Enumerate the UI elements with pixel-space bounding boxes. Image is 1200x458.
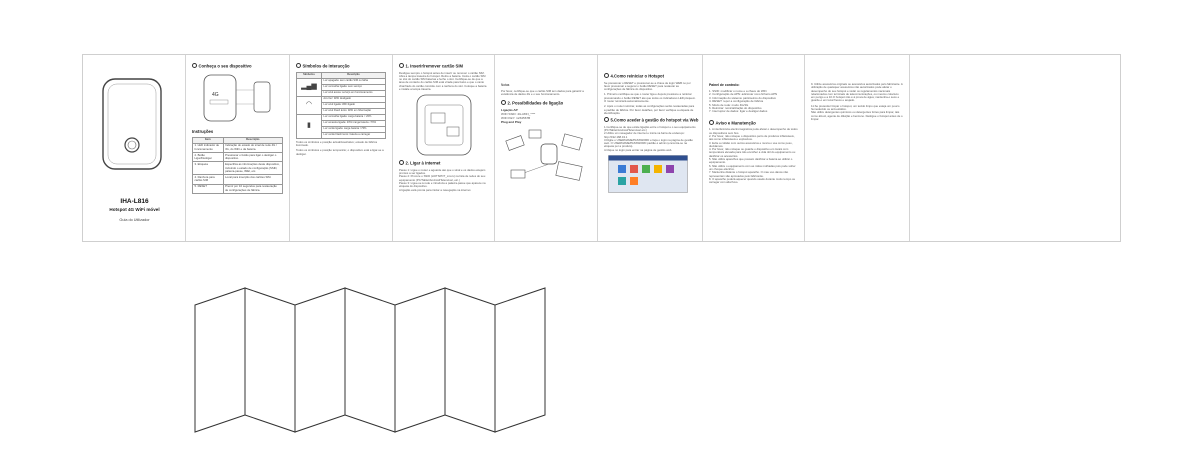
internet-title: 2. Ligar à internet [399, 160, 488, 166]
cell: Azul luz: WiFi desligado [321, 96, 385, 102]
cell: 2. Botão Ligar/Desligar [193, 152, 224, 161]
symbols-panel [290, 55, 393, 241]
cell: Luz azul ligada: WiFi ligado [321, 102, 385, 108]
symbols-note-1: Todos os símbolos e posição actualizavel/ativo; estado de fábrica iluminado. [296, 139, 378, 147]
instructions-table [192, 137, 283, 194]
cover-panel [83, 55, 186, 241]
internet-step-3: Passo 3: Ligue-se à rede e introduza a palavra-passe que aparece na etiqueta do dispositivo. [399, 180, 486, 189]
warning-item: 9. Utilize acessórios originais ou acessórios autorizados pelo fabricante. A utilização de quaisquer acessórios não autorizados pode afetar o desempenho do seu hotspot e violar os regulamentos nacionais relacionados com terminais de telecomunicações, ou mesmo colocá-lo em perigo e a 10.O hotspot não é à prova de água; mantenha-o seco e guarde-o em local fresco e arejado. [811, 82, 903, 103]
cover-subtitle: Hotspot 4G WiFi móvel [109, 207, 160, 212]
manual-sheet [82, 54, 1121, 242]
wifi-icon: ◠ [297, 96, 322, 114]
cell: Indicação do estado do sinal de rede 4G / 3G, do WiFi e da bateria. [223, 143, 282, 152]
web-step-3: 3.Digite o USERNAME/PASSWORD e faça o login na página de gestão web. O USERNAME/PASSWORD padrão é admin (encontra-se na etiqueta por a produto). [604, 137, 693, 149]
sim-text: Desligue sempre o hotspot antes de inserir ou remover o cartão SIM. Abra a tampa traseira do hotspot. Retire a bateria. Insira o cartão SIM no slot do cartão SIM baterias e feche o slot. Certifique-se de que a área de contacto do cartão SIM está virada para baixo e que o canto chanfrado do cartão coincide com a ranhura do slot. Coloque a bateria e instale a tampa traseira. [399, 70, 487, 91]
connection-diagram [501, 126, 591, 181]
internet-step-4: A ligação está pronta para iniciar a navegação na internet. [399, 187, 472, 192]
reset-title: 4.Como reiniciar o Hotspot [604, 73, 696, 79]
cell: 4. Ranhura para cartão SIM [193, 175, 224, 184]
warning-item: 11.Se pretender limpar o hotspot, um tecido limpo que esteja um pouco humedecido ou anti-estático. [811, 103, 900, 112]
plug-label: Plug and Play [501, 120, 522, 125]
instructions-title: Instruções [192, 128, 214, 134]
device-panel [186, 55, 290, 241]
hotspot-device-image [101, 77, 163, 173]
web-step-1: 1.Certifique-se de que existe ligação entre o hotspot e o seu equipamento (PC/Tablet/Android/Telemóvel etc.) [604, 124, 696, 132]
cell: Luz amarela ligada: 20%<carga bateria <70% [321, 120, 385, 126]
device-title: Conheça o seu dispositivo [192, 63, 283, 69]
symbols-note-2: Todos os símbolos e posição temporário; o dispositivo está a ligar-se a desligar. [296, 148, 384, 156]
header-symbols: Símbolos [297, 72, 322, 78]
bullet-icon [399, 63, 404, 68]
control-item: 5. Modo de rede: modo 4G/3G [709, 102, 749, 107]
warning-item: 4. Por favor, não coloque ou guarde o dispositivo em locais com temperatura elevada para não encolher a vida útil do equipamento ou danificar os acessórios. [709, 147, 796, 158]
connection-title: 2. Possibilidades de ligação [501, 100, 591, 106]
internet-step-2: Passo 2: Procure o SSID (HOTSPOT_xxxxx) na lista de redes do seu equipamento (PC/Tablet/Android/Telemóvel, etc.) [399, 174, 486, 182]
notes-title: Notas [501, 83, 510, 87]
cell: Luz azul Flash lento: WiFi em hibernação [321, 108, 385, 114]
cell: Local para inserção dos cartões SIM. [223, 175, 282, 184]
control-item: 6. Reiniciar: reinicialização do dispositivo [709, 106, 762, 111]
table-row [193, 184, 283, 193]
ssid-label: WIFI SSID: 4G-MIFI_**** [501, 112, 536, 117]
header-description: Descrição [223, 137, 282, 143]
cell: Luz apagada: sem cartão SIM ou falha [321, 78, 385, 84]
control-item: 3. Informação do sistema: parâmetros do dispositivo [709, 95, 776, 100]
table-row [193, 152, 283, 161]
control-item: 7. Interruptor de dados: ligar e desligar dados [709, 109, 768, 114]
warning-title: Aviso e Manutenção [709, 120, 798, 126]
symbols-table [296, 72, 386, 139]
cell: Luz verde ligada: carga bateria >70% [321, 126, 385, 132]
reset-text-3: 2. Após o router reiniciar, todas as configurações serão restauradas para a padrão de fábrica. Por favor detalhes, por favor verifique a etiqueta de identificação. [604, 104, 695, 115]
reset-text-2: 1. Primeiro certifique-se que o router liga e depois pressione a reiniciar pressionando o botão RESET até que todos os indicadores LED pisquem. O router reiniciará automaticamente. [604, 92, 696, 103]
warning-item: 1. A interferência electromagnética pode afetar o desempenho de todos os dispositivos sem fios. [709, 127, 798, 135]
guide-label: Guia do Utilizador [119, 218, 150, 222]
cell: Premir por 10 segundos para restauração de configurações de fábrica. [223, 184, 282, 193]
symbols-title: Símbolos de interacção [296, 63, 386, 69]
network-signal-icon: ▂▄▆ [297, 78, 322, 96]
control-item: 4. RESET: repor a configuração de fábrica [709, 99, 764, 104]
warning-item: Não utilize detergentes químicos ou detergentes fortes para limpar, tais como álcool, agente de diluição e benzeno. Desligue o hotspot antes de o limpar. [811, 110, 903, 121]
bullet-icon [709, 120, 714, 125]
cell: Luz vermelha ligada: carga bateria < 20% [321, 114, 385, 120]
header-item: Item [193, 137, 224, 143]
cell: 5. RESET [193, 184, 224, 193]
blank-panel [910, 55, 1120, 241]
web-title: 5.Como aceder à gestão do hotspot via Web [604, 117, 696, 123]
header-description: Descrição [321, 72, 385, 78]
table-row [193, 162, 283, 175]
reset-panel [598, 55, 703, 241]
bullet-icon [399, 160, 404, 165]
battery-icon: ▮ [297, 114, 322, 138]
bullet-icon [192, 63, 197, 68]
cell: 1. LED indicador de funcionamento [193, 143, 224, 152]
warning-item: 6. Não utilize o equipamento com as mãos molhadas pois pode sofrer um choque eléctrico. [709, 163, 796, 171]
svg-text:4G: 4G [212, 91, 219, 98]
cell: Luz verde Flash lento: bateria a carregar [321, 132, 385, 138]
mode-label: Ligação AP [501, 108, 518, 113]
device-diagram [192, 72, 282, 124]
reset-text-1: Se pressionar o RESET e pressionar-se a chave de login WEB no por favor pressionar e segurar o botão RESET para restaurar as configurações de fábrica do dispositivo. [604, 80, 691, 92]
model-name: IHA-L816 [120, 198, 149, 205]
warnings-continued-panel [805, 55, 910, 241]
sim-panel [393, 55, 495, 241]
warning-item: 5. Não utilize aparelhos que possam danificar a bateria ao utilizar o equipamento. [709, 157, 793, 165]
control-title: Painel de controlo: [709, 83, 740, 87]
bullet-icon [604, 73, 609, 78]
control-item: 2. Configuração de APN: adicionar novo ficheiro APN [709, 92, 778, 97]
warning-item: 2. Por favor, não coloque o dispositivo perto de produtos inflamáveis, tais como inflamáveis e explosivos. [709, 133, 795, 142]
sim-insert-diagram [399, 93, 489, 157]
cell: Especifica as informações deste dispositivo, incluindo o estado de configuração (SSID, palavra-passe, IMEI, etc. [223, 162, 282, 175]
internet-step-1: Passo 1: Ligue o router e aguarde até que o sinal e os dados estejam prontos a ser ligados. [399, 167, 486, 176]
warning-item: 7. Mantenha distante o hotspot aparelho. O mau uso danos não representam são aprovados pelo fabricante. [709, 170, 789, 178]
bullet-icon [296, 63, 301, 68]
control-item: 1. SSID: modificar o nome e a chave do WiFi [709, 89, 767, 93]
cell: Luz azul acesa: serviço em funcionamento [321, 90, 385, 96]
warning-item: 8. O aparelho poderá aquecer quando usado durante muito tempo ou carregar com alta fluxo. [709, 176, 796, 185]
bullet-icon [501, 100, 506, 105]
web-step-4: 4.Clique no login para entrar na página de gestão web. [604, 147, 673, 152]
control-panel [703, 55, 805, 241]
sim-title: 1. Inserir/remover cartão SIM [399, 63, 488, 69]
web-step-2: 2.Utilize um navegador de internet e insira na barra de endereço: http://192.168.43.1 [604, 131, 685, 139]
connection-panel [495, 55, 598, 241]
key-label: WIFI KEY: 1234567B [501, 116, 531, 121]
table-row [193, 175, 283, 184]
cell: Luz vermelha ligada: sem serviço [321, 84, 385, 90]
bullet-icon [604, 117, 609, 122]
cell: 3. Etiqueta [193, 162, 224, 175]
notes-text: Por favor, certifique-se que o cartão SIM tem dados para garantir a existência de dados 4G e o seu funcionamento. [501, 89, 584, 97]
cell: Pressionar o botão para ligar o desligar o dispositivo. [223, 152, 282, 161]
warning-item: 3. Evite a colisão com outros acessórios e nunca o use como peso, duvidamos. [709, 140, 793, 148]
table-row [193, 143, 283, 152]
web-admin-screenshot [608, 155, 688, 193]
